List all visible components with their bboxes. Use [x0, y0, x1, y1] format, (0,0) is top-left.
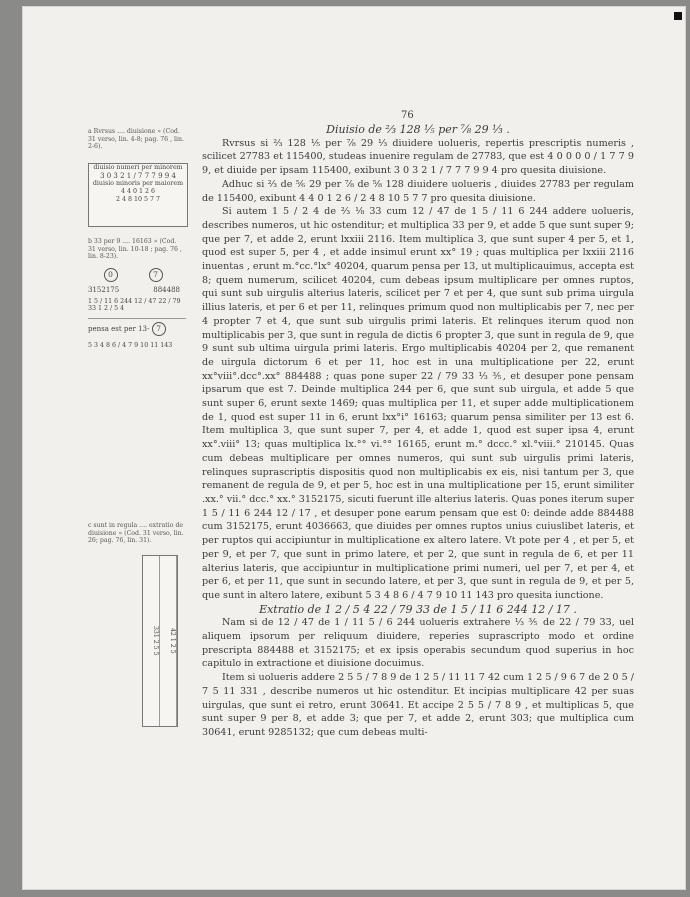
- marginal-figure-addition: [88, 268, 186, 418]
- paragraph-5: Item si uolueris addere 2 5 5 / 7 8 9 de 1 2 5 / 11 11 7 42 cum 1 2 5 / 9 6 7 de 2 0 5 / 7 5 11 331 , describe numeros ut hic ostenditur. Et incipias multiplicare 42 per suas uirgulas, que sunt ei retro, erunt 30641. Et accipe 2 5 5 / 7 8 9 , et multiplicas 5, que sunt super 9 per 8, et adde 3; que per 7, et adde 2, erunt 303; que multiplica cum 30641, erunt 9285132; que cum debeas multi-: [202, 672, 634, 738]
- figure-result: 5 3 4 8 6 / 4 7 9 10 11 143: [88, 342, 173, 349]
- figure-fractions: 1 5 / 11 6 244 12 / 47 22 / 79 33 1 2 / 5 4: [88, 298, 181, 312]
- vertical-column: 42 1 2 5: [160, 556, 177, 726]
- page-number: 76: [401, 110, 414, 121]
- paragraph-3: Si autem 1 5 / 2 4 de ⅔ ⅛ 33 cum 12 / 47 de 1 5 / 11 6 244 addere uolueris, describes numeros, ut hic ostenditur; et multiplica 33 per 9, et adde 5 que sunt super 9; que per 7, et adde 2, erunt lxxiii 2116. Item multiplica 3, que sunt super 4 per 5, et 1, quod est super 5, per 4 , et adde insimul erunt xx° 19 ; quas multiplica per lxxiii 2116 inuentas , erunt m.°cc.°lx° 40204, quarum pensa per 13, ut multiplicauimus, accepta est 8; quem numerum, scilicet 40204, cum debeas ipsum multiplicare per omnes ruptos, qui sunt sub uirgulis alterius lateris, scilicet per 7 et per 4, que sunt sub prima uirgula illius lateris, et per 6 et per 11, relinques primum quod non multiplicabis per 7, nec per 4 propter 7 et 4, que sunt sub uirgulis primi lateris. Et relinques iterum quod non multiplicabis per 3, que sunt in regula de dictis 6 propter 3, que sunt in regula de 9, que 9 sunt sub ultima uirgula primi lateris. Ergo multiplicabis 40204 per 2, que remanent de uirgula dictorum 6 et per 11, hoc est in una multiplicatione per 22, erunt xx°viii°.dcc°.xx° 884488 ; quas pone super 22 / 79 33 ⅓ ⅗, et desuper pone pensam ipsarum que est 7. Deinde multiplica 244 per 6, que sunt sub uirgula, et adde 5 que sunt super 6, erunt sexte 1469; quas multiplica per 11, et super adde multiplicationem de 1, quod est super 11 in 6, erunt lxx°i° 16163; quarum pensa similiter per 13 est 6. Item multiplica 3, que sunt super 7, per 4, et adde 1, quod est super ipsa 4, erunt xx°.viii° 13; quas multiplica lx.°° vi.°° 16165, erunt m.° dccc.° xl.°viii.° 210145. Quas cum debeas multiplicare per omnes numeros, qui sunt sub uirgulis primi lateris, relinques suprascriptis dispositis quod non multiplicabis ex eis, nisi tantum per 3, que remanent de regula de 9, et per 5, hoc est in una multiplicatione per 15, erunt similiter .xx.° vii.° dcc.° xx.° 3152175, sicuti fuerunt ille alterius lateris. Quas pones iterum super 1 5 / 11 6 244 12 / 17 , et desuper pone earum pensam que est 0: deinde adde 884488 cum 3152175, erunt 4036663, que diuides per omnes ruptos unius cuiuslibet lateris, et per ruptos qui accipiuntur in multiplicatione ex altero latere. Vt pote per 4 , et per 5, et per 9, et per 7, que sunt in primo latere, et per 2, que sunt in regula de 6, et per 11 alterius lateris, que accipiuntur in multiplicatione primi numeri, uel per 7, et per 4, et per 6, et per 11, que sunt in secundo latere, et per 3, que sunt in regula de 9, et per 5, que sunt in altero latere, exibunt 5 3 4 8 6 / 4 7 9 10 11 143 pro quesita iunctione.: [202, 206, 634, 601]
- margin-note-c: c sunt in regula .... extratio de diuisione » (Cod. 31 verso, lin. 26; pag. 76, lin. 31).: [88, 522, 184, 545]
- box-line: 4 4 0 1 2 6: [120, 188, 156, 195]
- pensa-label: pensa est per 13-: [88, 325, 150, 333]
- margin-note-b: b 33 per 9 .... 16163 » (Cod. 31 verso, lin. 10-18 ; pag. 76 , lin. 8-23).: [88, 238, 182, 261]
- pensa-circle: 0: [104, 268, 118, 282]
- paragraph-1: Rvrsus si ⅔ 128 ⅕ per ⅞ 29 ⅓ diuidere uolueris, repertis prescriptis numeris , scilicet 27783 et 115400, studeas inuenire regulam de 27783, que est 4 0 0 0 0 / 1 7 7 9 9, et diuide per ipsam 115400, exibunt 3 0 3 2 1 / 7 7 7 9 9 4 pro quesita diuisione.: [202, 137, 634, 177]
- box-line: diuisio minoris per maiorem: [92, 180, 184, 187]
- marginal-vertical-table: [142, 555, 178, 727]
- box-line: 2 4 8 10 5 7 7: [115, 196, 161, 203]
- main-text: [202, 123, 634, 740]
- heading-extratio: Extratio de 1 2 / 5 4 22 / 79 33 de 1 5 / 11 6 244 12 / 17 .: [259, 602, 577, 616]
- figure-number: 884488: [153, 286, 180, 294]
- box-line: diuisio numeri per minorem: [93, 164, 183, 171]
- box-line: 3 0 3 2 1 / 7 7 7 9 9 4: [100, 172, 176, 180]
- vertical-column: 331 2 5 5: [143, 556, 160, 726]
- pensa-circle: 7: [152, 322, 166, 336]
- pensa-circle: 7: [149, 268, 163, 282]
- marginal-box-diuisio: [88, 163, 188, 227]
- margin-note-a: a Rvrsus .... diuisione » (Cod. 31 verso, lin. 4-8; pag. 76 , lin. 2-6).: [88, 128, 184, 151]
- paragraph-2: Adhuc si ⅔ de ⅚ 29 per ⅞ de ⅝ 128 diuidere uolueris , diuides 27783 per regulam de 115400, exibunt 4 4 0 1 2 6 / 2 4 8 10 5 7 7 pro quesita diuisione.: [202, 178, 634, 204]
- figure-number: 3152175: [88, 286, 120, 294]
- paragraph-4: Nam si de 12 / 47 de 1 / 11 5 / 6 244 uolueris extrahere ⅓ ⅗ de 22 / 79 33, uel aliquem ipsorum per reliquum diuidere, reperies suprascripto modo et ordine prescripta 884488 et 3152175; et ex ipsis operabis secundum quod superius in hoc capitulo in extractione et diuisione docuimus.: [202, 617, 634, 670]
- heading-diuisio: Diuisio de ⅔ 128 ⅕ per ⅞ 29 ⅓ .: [326, 123, 510, 136]
- corner-mark: [674, 12, 682, 20]
